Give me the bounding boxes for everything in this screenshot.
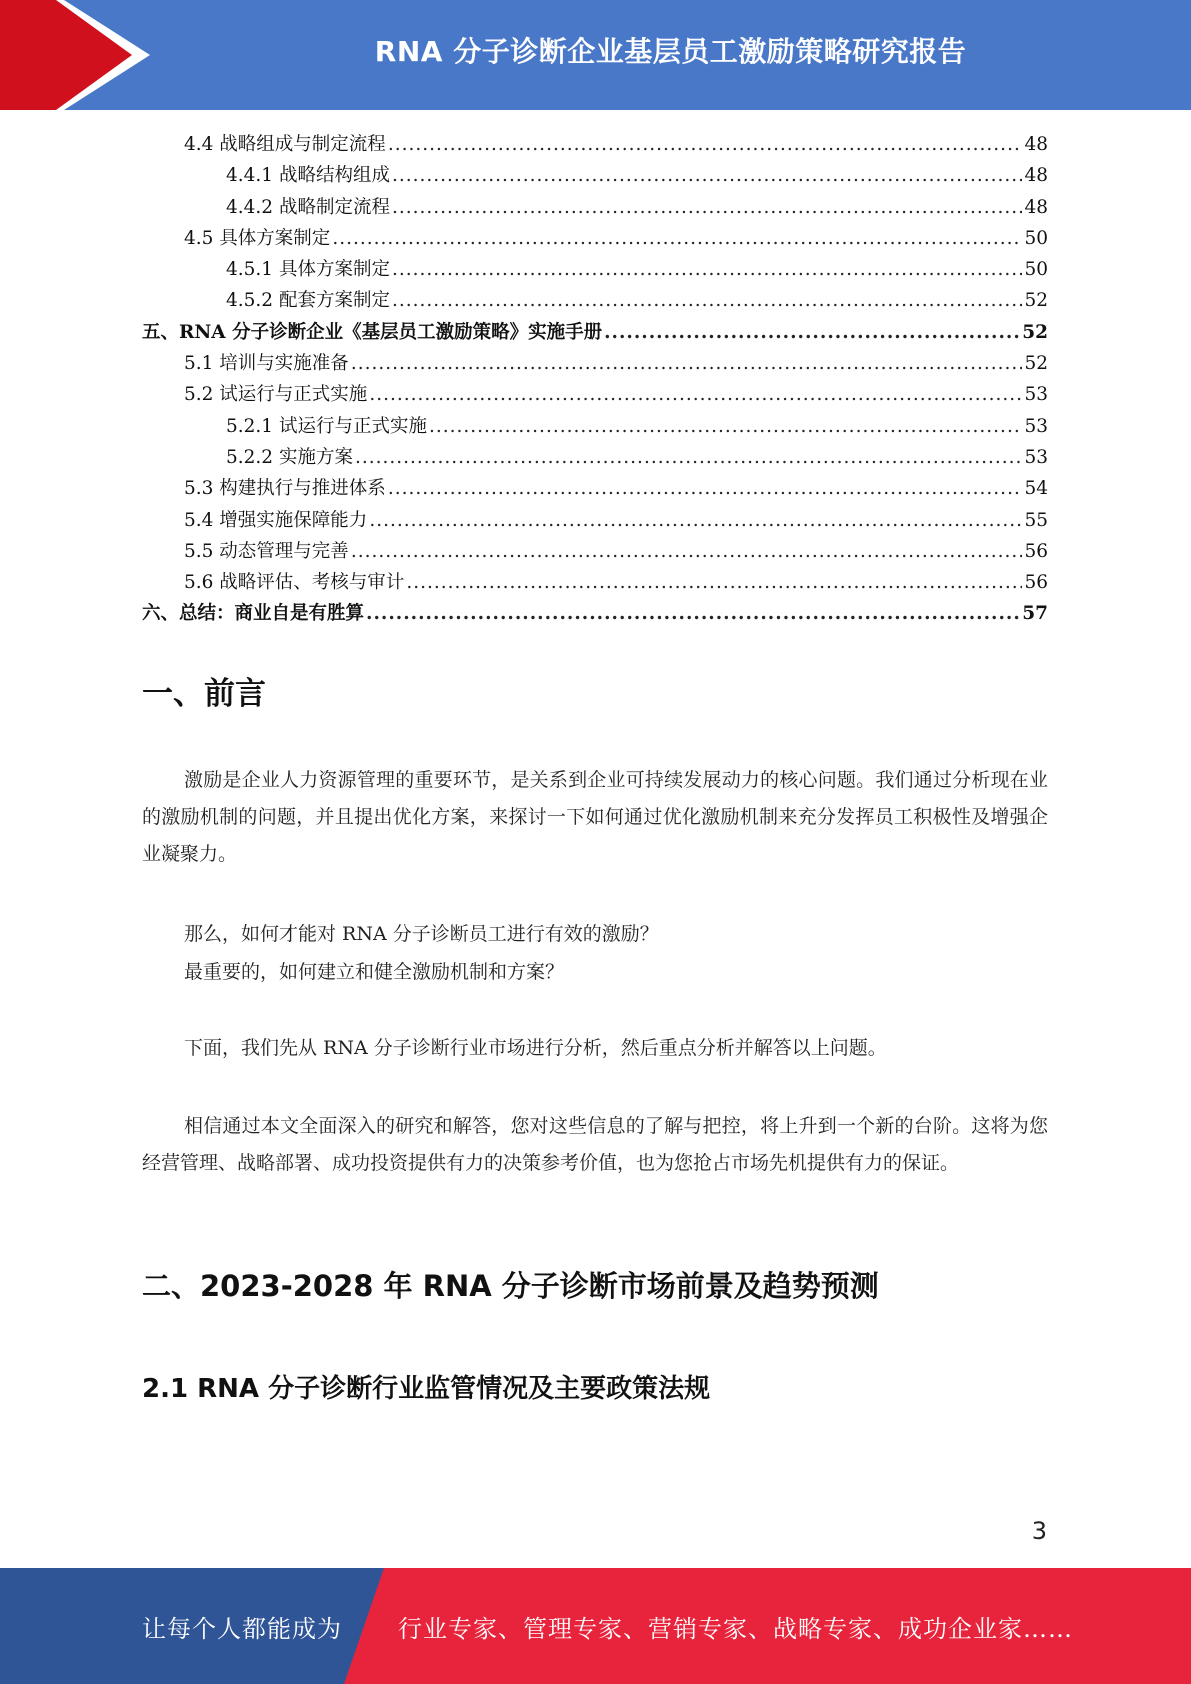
toc-entry[interactable]	[142, 598, 1048, 629]
toc-entry-label: 4.5 具体方案制定	[184, 227, 331, 249]
toc-dot-leader	[604, 317, 1020, 348]
toc-entry-page: 53	[1024, 415, 1048, 437]
toc-entry-page: 52	[1024, 353, 1048, 375]
toc-entry-page: 52	[1022, 321, 1048, 343]
toc-entry-page: 54	[1024, 478, 1048, 500]
intro-paragraph: 下面，我们先从 RNA 分子诊断行业市场进行分析，然后重点分析并解答以上问题。	[184, 1037, 887, 1059]
toc-entry-page: 48	[1024, 196, 1048, 218]
page-footer	[0, 1568, 1191, 1684]
toc-dot-leader	[388, 473, 1023, 504]
toc-entry-label: 5.2.1 试运行与正式实施	[226, 415, 427, 437]
toc-dot-leader	[366, 598, 1020, 629]
toc-entry[interactable]	[142, 536, 1048, 567]
toc-entry[interactable]	[142, 473, 1048, 504]
toc-entry[interactable]	[142, 285, 1048, 316]
section-heading-market: 二、2023-2028 年 RNA 分子诊断市场前景及趋势预测	[142, 1269, 879, 1303]
toc-entry[interactable]	[142, 379, 1048, 410]
toc-entry[interactable]	[142, 348, 1048, 379]
toc-entry[interactable]	[142, 505, 1048, 536]
toc-entry-page: 56	[1024, 540, 1048, 562]
toc-dot-leader	[369, 505, 1022, 536]
intro-question: 最重要的，如何建立和健全激励机制和方案？	[184, 961, 565, 983]
toc-dot-leader	[429, 411, 1022, 442]
toc-entry-page: 56	[1024, 572, 1048, 594]
toc-entry-label: 5.3 构建执行与推进体系	[184, 478, 386, 500]
toc-entry[interactable]	[142, 192, 1048, 223]
footer-slogan-right: 行业专家、管理专家、营销专家、战略专家、成功企业家……	[398, 1614, 1073, 1643]
toc-dot-leader	[388, 129, 1023, 160]
toc-entry[interactable]	[142, 160, 1048, 191]
toc-entry-page: 50	[1024, 227, 1048, 249]
toc-entry-page: 48	[1024, 165, 1048, 187]
table-of-contents	[142, 129, 1048, 630]
toc-entry[interactable]	[142, 129, 1048, 160]
toc-dot-leader	[392, 192, 1022, 223]
toc-entry-label: 五、RNA 分子诊断企业《基层员工激励策略》实施手册	[142, 321, 603, 343]
page-header	[0, 0, 1191, 110]
toc-entry[interactable]	[142, 567, 1048, 598]
toc-entry-label: 5.1 培训与实施准备	[184, 353, 349, 375]
toc-entry[interactable]	[142, 223, 1048, 254]
intro-question: 那么，如何才能对 RNA 分子诊断员工进行有效的激励？	[184, 923, 659, 945]
toc-entry-page: 53	[1024, 384, 1048, 406]
toc-entry-label: 4.4.1 战略结构组成	[226, 165, 390, 187]
subsection-heading-policy: 2.1 RNA 分子诊断行业监管情况及主要政策法规	[142, 1374, 711, 1404]
toc-entry-page: 52	[1024, 290, 1048, 312]
toc-dot-leader	[392, 254, 1022, 285]
toc-dot-leader	[392, 160, 1022, 191]
toc-entry[interactable]	[142, 411, 1048, 442]
toc-entry[interactable]	[142, 442, 1048, 473]
toc-dot-leader	[369, 379, 1022, 410]
toc-entry-label: 5.5 动态管理与完善	[184, 540, 349, 562]
page-number: 3	[1031, 1517, 1047, 1545]
toc-dot-leader	[355, 442, 1023, 473]
toc-entry-page: 55	[1024, 509, 1048, 531]
toc-entry[interactable]	[142, 317, 1048, 348]
toc-entry-label: 5.6 战略评估、考核与审计	[184, 572, 405, 594]
toc-entry-label: 5.2 试运行与正式实施	[184, 384, 368, 406]
toc-dot-leader	[351, 348, 1023, 379]
toc-dot-leader	[351, 536, 1023, 567]
toc-dot-leader	[406, 567, 1022, 598]
section-heading-intro: 一、前言	[142, 676, 266, 712]
toc-entry-label: 4.4 战略组成与制定流程	[184, 134, 386, 155]
report-title: RNA 分子诊断企业基层员工激励策略研究报告	[374, 35, 967, 68]
toc-entry-label: 4.5.2 配套方案制定	[226, 290, 390, 312]
toc-entry-page: 50	[1024, 259, 1048, 281]
intro-paragraph: 激励是企业人力资源管理的重要环节，是关系到企业可持续发展动力的核心问题。我们通过分析现在业的激励机制的问题，并且提出优化方案，来探讨一下如何通过优化激励机制来充分发挥员工积极性及增强企业凝聚力。	[142, 769, 1048, 865]
footer-slogan-left: 让每个人都能成为	[142, 1614, 342, 1643]
toc-entry-page: 53	[1024, 446, 1048, 468]
toc-entry-label: 5.4 增强实施保障能力	[184, 509, 368, 531]
toc-entry[interactable]	[142, 254, 1048, 285]
intro-paragraph: 相信通过本文全面深入的研究和解答，您对这些信息的了解与把控，将上升到一个新的台阶。这将为您经营管理、战略部署、成功投资提供有力的决策参考价值，也为您抢占市场先机提供有力的保证。	[142, 1115, 1048, 1174]
toc-entry-label: 六、总结：商业自是有胜算	[142, 603, 365, 625]
toc-dot-leader	[332, 223, 1022, 254]
toc-entry-label: 4.4.2 战略制定流程	[226, 196, 390, 218]
toc-entry-label: 4.5.1 具体方案制定	[226, 259, 390, 281]
toc-entry-page: 57	[1022, 603, 1048, 625]
toc-entry-page: 48	[1024, 134, 1048, 155]
header-chevron-decoration	[0, 0, 150, 110]
toc-dot-leader	[392, 285, 1022, 316]
toc-entry-label: 5.2.2 实施方案	[226, 446, 353, 468]
